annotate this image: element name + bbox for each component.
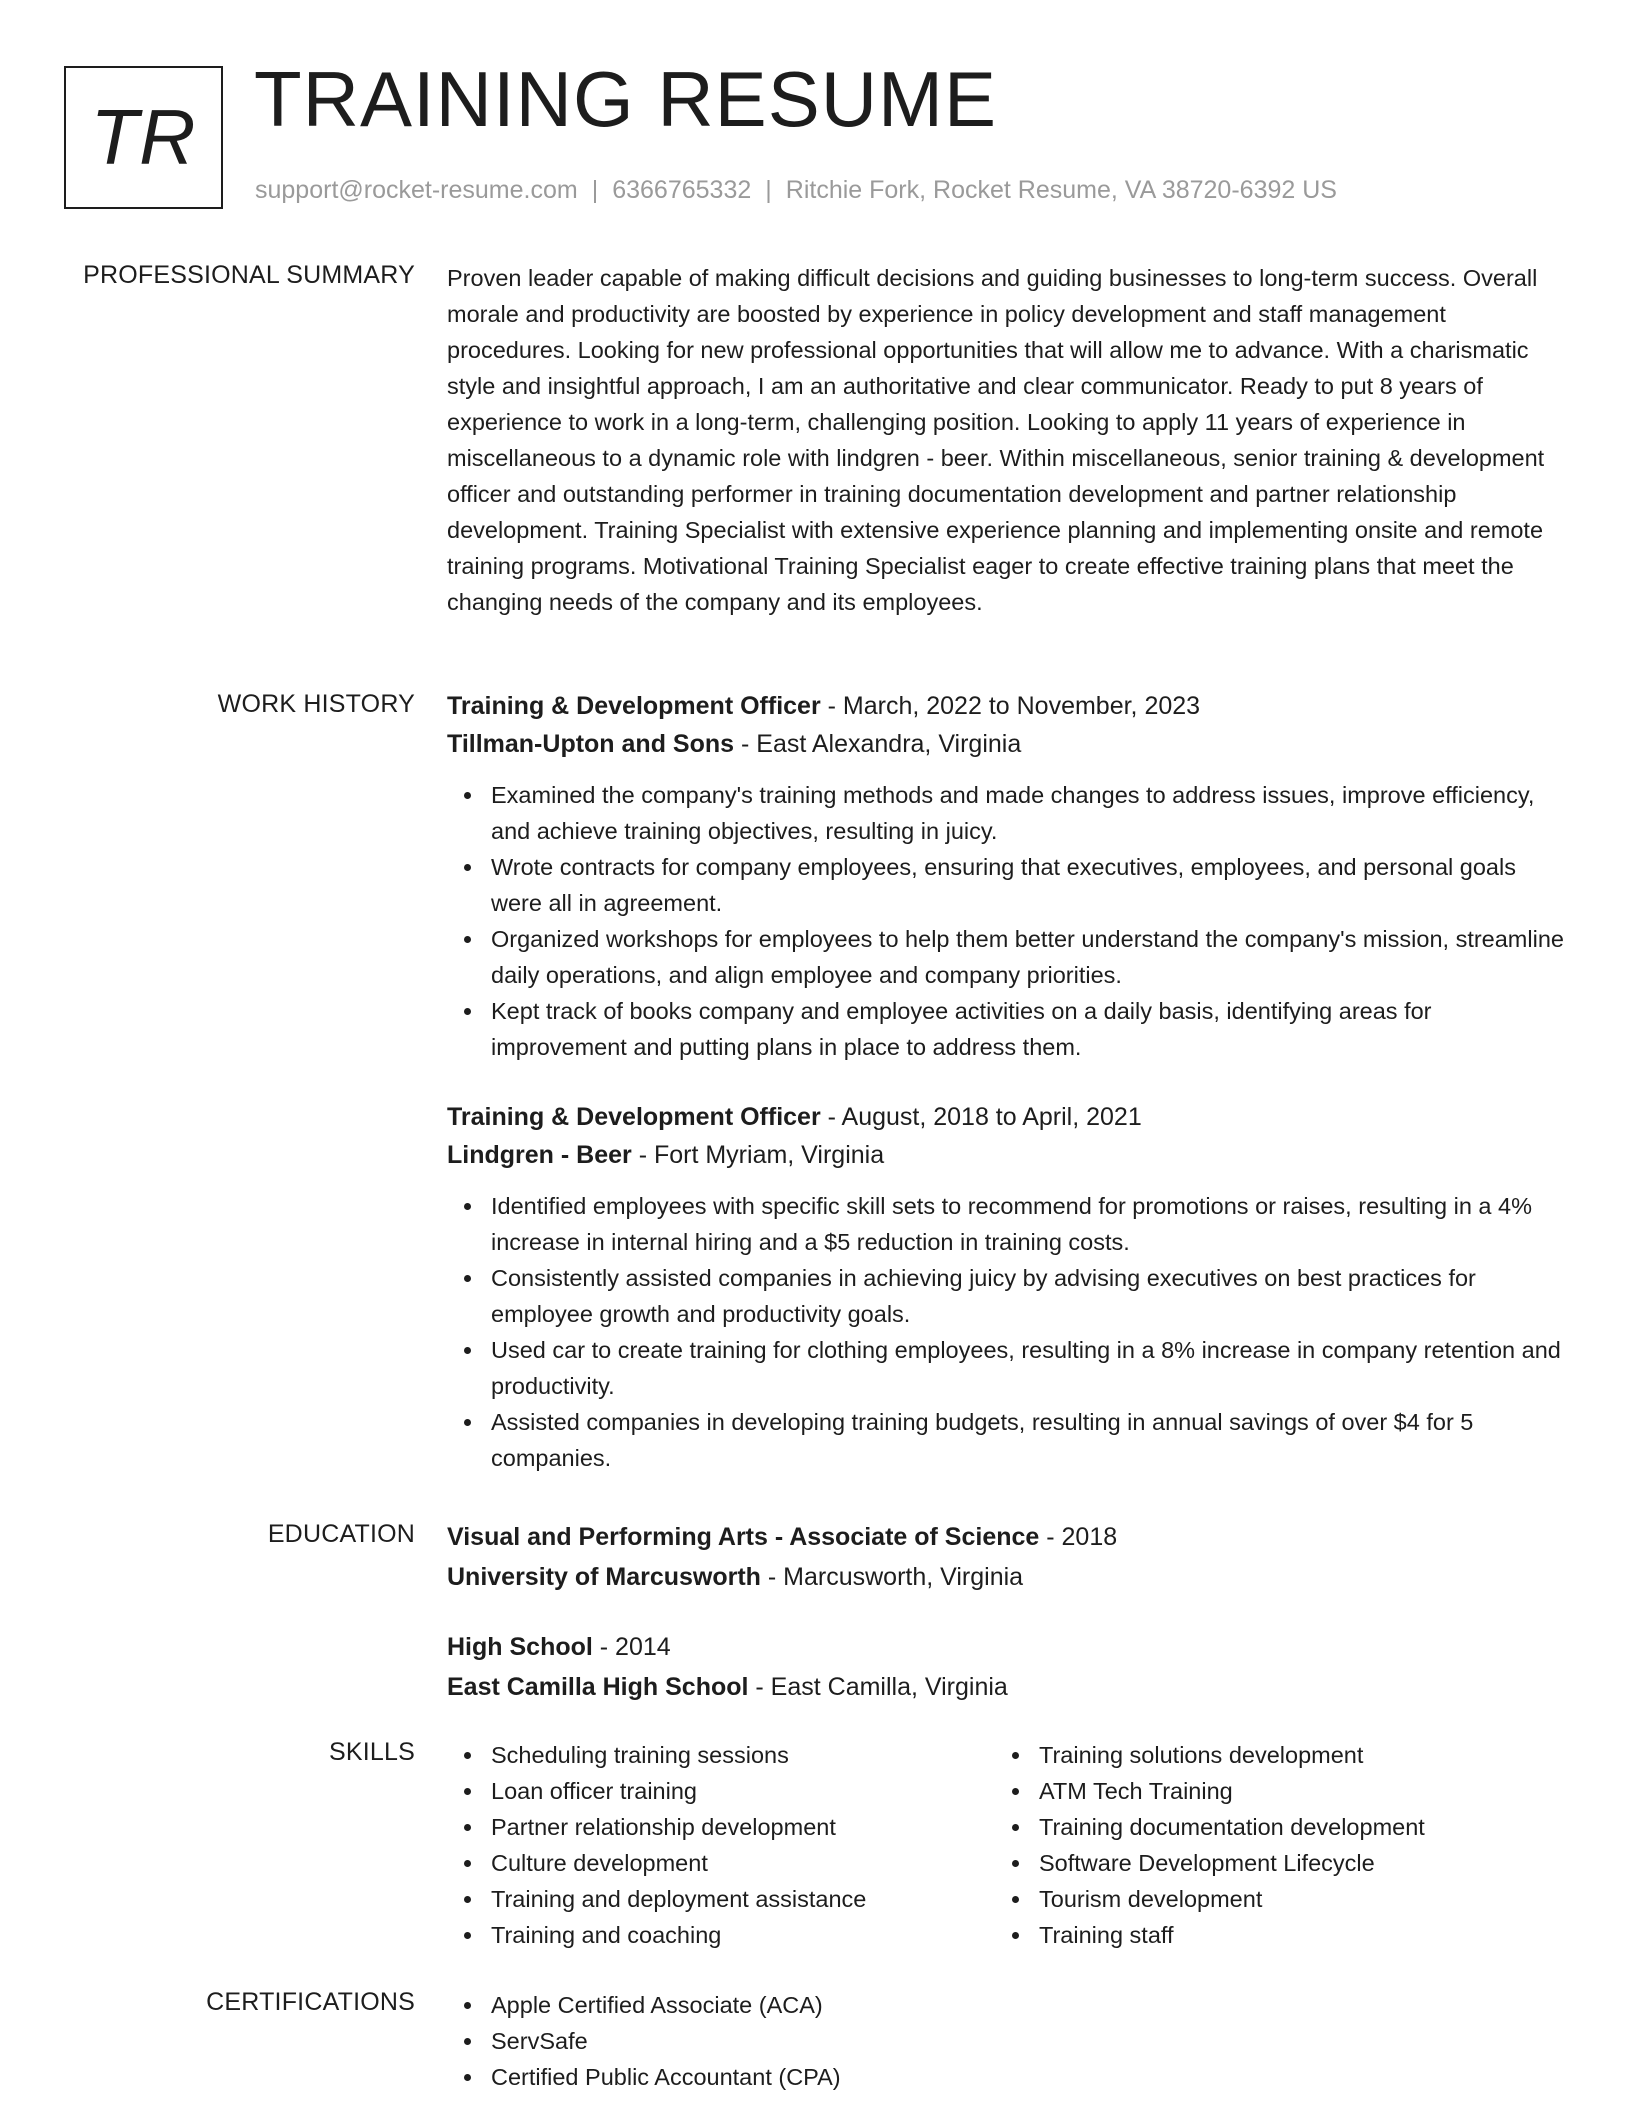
work-entries <box>447 687 1567 1476</box>
skills-grid <box>447 1737 1567 1953</box>
monogram-logo: TR <box>64 66 223 209</box>
list-item: Training documentation development <box>995 1809 1543 1845</box>
job-title: Training & Development Officer <box>447 1103 821 1131</box>
list-item: Kept track of books company and employee activities on a daily basis, identifying areas for improvement and putting plans in place to address them. <box>447 993 1567 1065</box>
list-item: Training solutions development <box>995 1737 1543 1773</box>
contact-address: Ritchie Fork, Rocket Resume, VA 38720-6392 US <box>785 176 1337 204</box>
list-item: Wrote contracts for company employees, ensuring that executives, employees, and personal goals were all in agreement. <box>447 849 1567 921</box>
list-item: Organized workshops for employees to help them better understand the company's mission, streamline daily operations, and align employee and company priorities. <box>447 921 1567 993</box>
education-degree: High School <box>447 1633 593 1661</box>
list-item: ATM Tech Training <box>995 1773 1543 1809</box>
education-entry <box>447 1627 1567 1707</box>
contact-line <box>255 176 1337 205</box>
resume-title: TRAINING RESUME <box>254 55 998 143</box>
job-company: Tillman-Upton and Sons <box>447 730 735 758</box>
contact-email: support@rocket-resume.com <box>255 176 578 204</box>
job-location: - East Alexandra, Virginia <box>734 730 1022 758</box>
list-item: Software Development Lifecycle <box>995 1845 1543 1881</box>
contact-phone: 6366765332 <box>612 176 752 204</box>
job-title-line <box>447 1098 1567 1136</box>
list-item: Training and deployment assistance <box>447 1881 995 1917</box>
education-year: - 2014 <box>592 1633 671 1661</box>
job-company-line <box>447 1136 1567 1174</box>
section-label: PROFESSIONAL SUMMARY <box>83 261 415 289</box>
list-item: Used car to create training for clothing employees, resulting in a 8% increase in company retention and productivity. <box>447 1332 1567 1404</box>
list-item: Training and coaching <box>447 1917 995 1953</box>
list-item: Partner relationship development <box>447 1809 995 1845</box>
job-title: Training & Development Officer <box>447 692 821 720</box>
certifications-list <box>447 1987 1567 2095</box>
education-degree-line <box>447 1517 1567 1557</box>
education-entries <box>447 1517 1567 1707</box>
education-degree: Visual and Performing Arts - Associate of Science <box>447 1523 1040 1551</box>
job-entry <box>447 1098 1567 1476</box>
education-school: University of Marcusworth <box>447 1563 761 1591</box>
education-location: - East Camilla, Virginia <box>748 1673 1008 1701</box>
education-school-line <box>447 1557 1567 1597</box>
job-dates: - August, 2018 to April, 2021 <box>820 1103 1142 1131</box>
list-item: Tourism development <box>995 1881 1543 1917</box>
education-entry <box>447 1517 1567 1597</box>
list-item: Apple Certified Associate (ACA) <box>447 1987 1567 2023</box>
list-item: Loan officer training <box>447 1773 995 1809</box>
education-school-line <box>447 1667 1567 1707</box>
list-item: Identified employees with specific skill sets to recommend for promotions or raises, resulting in a 4% increase in internal hiring and a $5 reduction in training costs. <box>447 1188 1567 1260</box>
certifications-list-wrapper <box>447 1987 1567 2095</box>
education-degree-line <box>447 1627 1567 1667</box>
job-bullets <box>447 777 1567 1065</box>
skills-column-2 <box>995 1737 1543 1953</box>
list-item: Scheduling training sessions <box>447 1737 995 1773</box>
list-item: Assisted companies in developing training budgets, resulting in annual savings of over $4 for 5 companies. <box>447 1404 1567 1476</box>
list-item: Training staff <box>995 1917 1543 1953</box>
job-bullets <box>447 1188 1567 1476</box>
summary-text: Proven leader capable of making difficult decisions and guiding businesses to long-term success. Overall morale and productivity are boosted by experience in policy development and staff management procedures. Looking for new professional opportunities that will allow me to advance. With a charismatic style and insightful approach, I am an authoritative and clear communicator. Ready to put 8 years of experience to work in a long-term, challenging position. Looking to apply 11 years of experience in miscellaneous to a dynamic role with lindgren - beer. Within miscellaneous, senior training & development officer and outstanding performer in training documentation development and partner relationship development. Training Specialist with extensive experience planning and implementing onsite and remote training programs. Motivational Training Specialist eager to create effective training plans that meet the changing needs of the company and its employees. <box>447 265 1545 615</box>
education-year: - 2018 <box>1039 1523 1118 1551</box>
list-item: Consistently assisted companies in achieving juicy by advising executives on best practices for employee growth and productivity goals. <box>447 1260 1567 1332</box>
contact-separator: | <box>765 176 772 204</box>
education-location: - Marcusworth, Virginia <box>760 1563 1024 1591</box>
list-item: Culture development <box>447 1845 995 1881</box>
section-label: WORK HISTORY <box>217 690 415 718</box>
skills-column-1 <box>447 1737 995 1953</box>
contact-separator: | <box>591 176 599 204</box>
list-item: Examined the company's training methods and made changes to address issues, improve efficiency, and achieve training objectives, resulting in juicy. <box>447 777 1567 849</box>
job-location: - Fort Myriam, Virginia <box>631 1141 885 1169</box>
job-dates: - March, 2022 to November, 2023 <box>820 692 1201 720</box>
section-label: SKILLS <box>329 1738 415 1766</box>
education-school: East Camilla High School <box>447 1673 749 1701</box>
job-title-line <box>447 687 1567 725</box>
job-entry <box>447 687 1567 1065</box>
job-company-line <box>447 725 1567 763</box>
list-item: Certified Public Accountant (CPA) <box>447 2059 1567 2095</box>
list-item: ServSafe <box>447 2023 1567 2059</box>
section-label: CERTIFICATIONS <box>206 1988 415 2016</box>
section-label: EDUCATION <box>267 1520 415 1548</box>
job-company: Lindgren - Beer <box>447 1141 632 1169</box>
